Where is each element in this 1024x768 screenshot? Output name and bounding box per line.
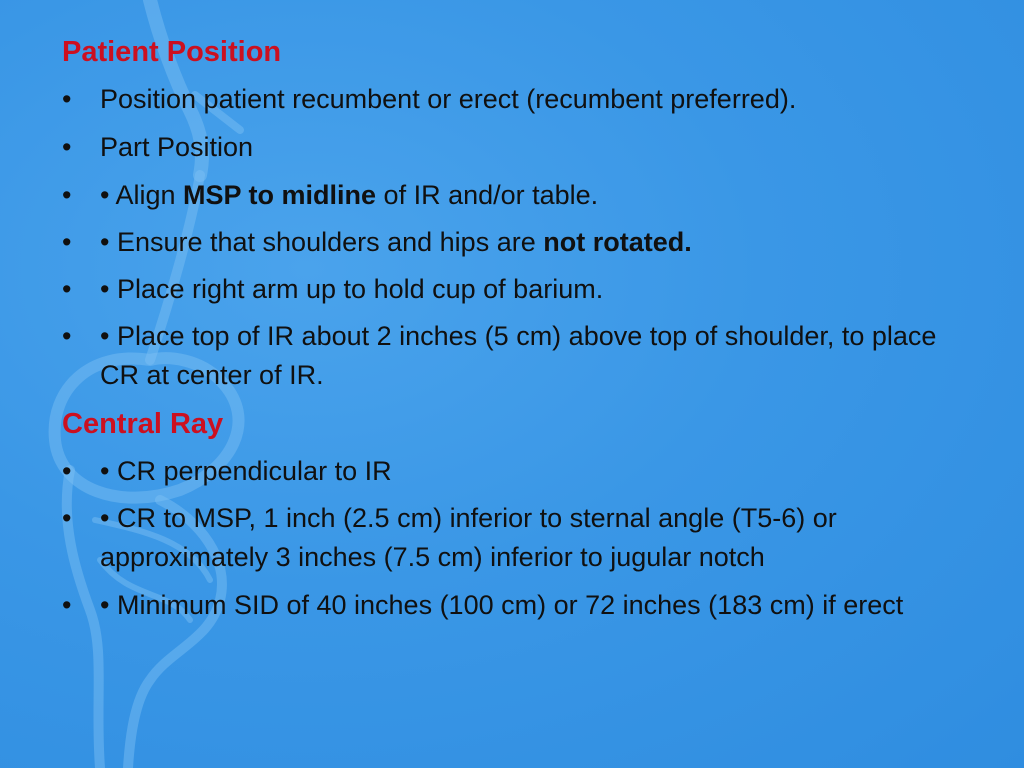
emphasis-text: not rotated. — [543, 227, 692, 257]
text-run: • Align — [100, 180, 184, 210]
section-heading-patient-position: Patient Position — [62, 36, 282, 68]
bullet-text: Part Position — [100, 132, 254, 162]
bullet-marker: • — [62, 321, 72, 351]
bullet-item — [62, 176, 972, 215]
emphasis-text: MSP to midline — [183, 180, 377, 210]
bullet-marker: • — [62, 180, 72, 210]
text-run: of IR and/or table. — [376, 180, 599, 210]
bullet-marker: • — [62, 132, 72, 162]
bullet-text: • Place right arm up to hold cup of barium. — [100, 274, 604, 304]
bullet-marker: • — [62, 456, 72, 486]
bullet-marker: • — [62, 227, 72, 257]
bullet-text — [100, 176, 972, 215]
bullet-text — [100, 223, 972, 262]
bullet-marker: • — [62, 274, 72, 304]
text-run: • Ensure that shoulders and hips are — [100, 227, 544, 257]
bullet-item — [62, 270, 972, 309]
bullet-item — [62, 452, 972, 491]
bullet-text: Position patient recumbent or erect (recumbent preferred). — [100, 84, 797, 114]
bullet-text: • Place top of IR about 2 inches (5 cm) above top of shoulder, to place CR at center of IR. — [100, 321, 937, 390]
bullet-marker: • — [62, 84, 72, 114]
bullet-marker: • — [62, 590, 72, 620]
bullet-text: • CR perpendicular to IR — [100, 456, 392, 486]
bullet-item — [62, 223, 972, 262]
section-heading-central-ray: Central Ray — [62, 408, 224, 440]
bullet-text: • Minimum SID of 40 inches (100 cm) or 72 inches (183 cm) if erect — [100, 590, 904, 620]
bullet-marker: • — [62, 503, 72, 533]
bullet-item — [62, 128, 972, 167]
bullet-item — [62, 499, 972, 577]
bullet-item — [62, 586, 972, 625]
bullet-item — [62, 317, 972, 395]
bullet-text: • CR to MSP, 1 inch (2.5 cm) inferior to sternal angle (T5-6) or approximately 3 inches (7.5 cm) inferior to jugular notch — [100, 503, 837, 572]
bullet-item — [62, 80, 972, 119]
